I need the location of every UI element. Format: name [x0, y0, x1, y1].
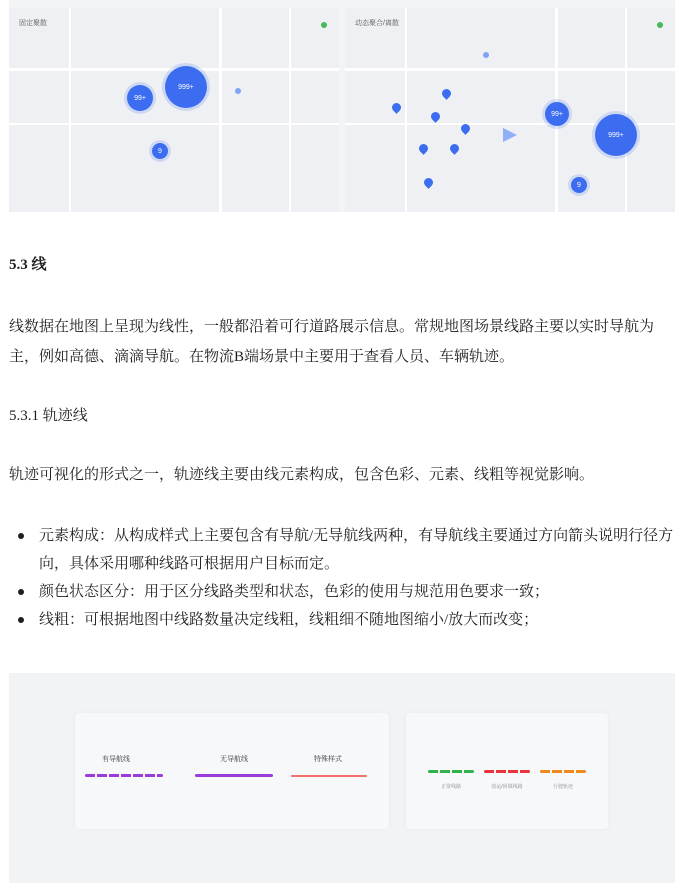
special-line-sample [291, 775, 367, 777]
line-type-label: 特殊样式 [314, 756, 342, 763]
map-title-dynamic: 动态聚合/离散 [355, 20, 399, 27]
status-line-sample [540, 770, 586, 773]
line-status-card [406, 713, 608, 829]
location-pin-icon[interactable] [417, 142, 430, 155]
status-label: 行驶轨迹 [552, 784, 573, 790]
location-pin-icon[interactable] [440, 87, 453, 100]
section-intro: 线数据在地图上呈现为线性，一般都沿着可行道路展示信息。常规地图场景线路主要以实时导航为主，例如高德、滴滴导航。在物流B端场景中主要用于查看人员、车辆轨迹。 [9, 319, 655, 365]
map-panel-fixed-cluster [9, 8, 339, 212]
map-clustering-figure [9, 0, 675, 212]
status-label: 正常线路 [440, 784, 461, 790]
line-type-card [75, 713, 389, 829]
status-line-sample [428, 770, 474, 773]
navigation-line-sample [85, 774, 163, 777]
transition-arrow-icon [503, 128, 517, 142]
line-style-figure [9, 673, 675, 883]
status-line-sample [484, 770, 530, 773]
subsection-intro: 轨迹可视化的形式之一，轨迹线主要由线元素构成，包含色彩、元素、线粗等视觉影响。 [9, 467, 595, 483]
cluster-marker[interactable]: 9 [152, 143, 168, 159]
map-panel-dynamic-cluster [345, 8, 675, 212]
cluster-marker[interactable]: 99+ [127, 85, 153, 111]
location-pin-icon[interactable] [422, 176, 435, 189]
cluster-marker[interactable]: 99+ [545, 102, 569, 126]
cluster-marker[interactable]: 999+ [165, 66, 207, 108]
cluster-marker[interactable]: 9 [571, 177, 587, 193]
subsection-heading: 5.3.1 轨迹线 [9, 408, 88, 424]
line-type-label: 无导航线 [220, 756, 248, 763]
location-pin-icon[interactable] [390, 101, 403, 114]
section-heading: 5.3 线 [9, 257, 47, 273]
status-label: 驳运/回填线路 [491, 784, 523, 790]
list-item: 线粗：可根据地图中线路数量决定线粗，线粗细不随地图缩小/放大而改变； [9, 606, 675, 634]
plain-line-sample [195, 774, 273, 777]
feature-list [9, 522, 675, 634]
list-item: 元素构成：从构成样式上主要包含有导航/无导航线两种，有导航线主要通过方向箭头说明行径方向，具体采用哪种线路可根据用户目标而定。 [9, 522, 675, 578]
location-pin-icon[interactable] [429, 110, 442, 123]
map-title-fixed: 固定聚散 [19, 20, 47, 27]
line-type-label: 有导航线 [102, 756, 130, 763]
location-pin-icon[interactable] [448, 142, 461, 155]
cluster-marker[interactable]: 999+ [595, 114, 637, 156]
list-item: 颜色状态区分：用于区分线路类型和状态，色彩的使用与规范用色要求一致； [9, 578, 675, 606]
